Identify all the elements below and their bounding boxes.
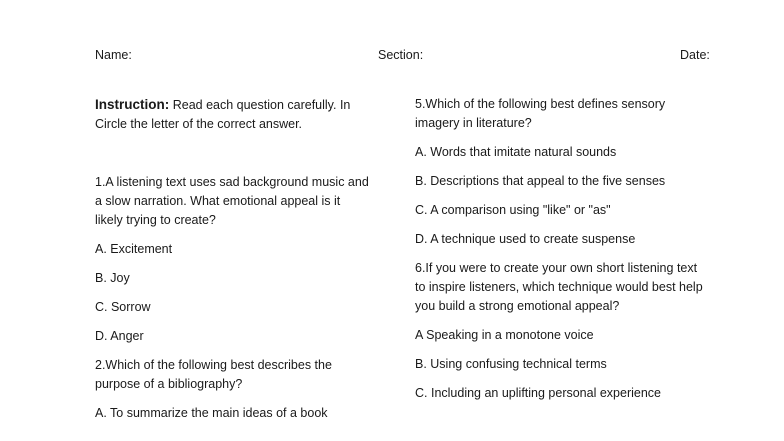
question-5-option-d: D. A technique used to create suspense	[415, 232, 636, 246]
instruction	[95, 95, 370, 134]
right-column	[415, 95, 705, 413]
date-label: Date:	[680, 48, 710, 62]
question-6-option-b: B. Using confusing technical terms	[415, 357, 607, 371]
instruction-label: Instruction:	[95, 97, 170, 112]
question-6-text: 6.If you were to create your own short listening text to inspire listeners, which technique would best help you build a strong emotional appeal?	[415, 261, 703, 313]
question-1-option-c: C. Sorrow	[95, 300, 151, 314]
question-1-option-a: A. Excitement	[95, 242, 173, 256]
instruction-text: Read each question carefully. In Circle the letter of the correct answer.	[95, 98, 351, 131]
question-6-option-c: C. Including an uplifting personal experience	[415, 386, 661, 400]
question-5-option-c: C. A comparison using "like" or "as"	[415, 203, 611, 217]
name-label: Name:	[95, 48, 132, 62]
question-2-text: 2.Which of the following best describes the purpose of a bibliography?	[95, 358, 332, 391]
question-5-option-b: B. Descriptions that appeal to the five senses	[415, 174, 666, 188]
left-column	[95, 95, 370, 433]
question-6-option-a: A Speaking in a monotone voice	[415, 328, 594, 342]
question-5-text: 5.Which of the following best defines sensory imagery in literature?	[415, 97, 666, 130]
question-1-option-d: D. Anger	[95, 329, 144, 343]
question-5-option-a: A. Words that imitate natural sounds	[415, 145, 617, 159]
question-1-text: 1.A listening text uses sad background music and a slow narration. What emotional appeal is it likely trying to create?	[95, 175, 369, 227]
section-label: Section:	[378, 48, 424, 62]
question-2-option-a: A. To summarize the main ideas of a book	[95, 406, 328, 420]
question-1-option-b: B. Joy	[95, 271, 130, 285]
